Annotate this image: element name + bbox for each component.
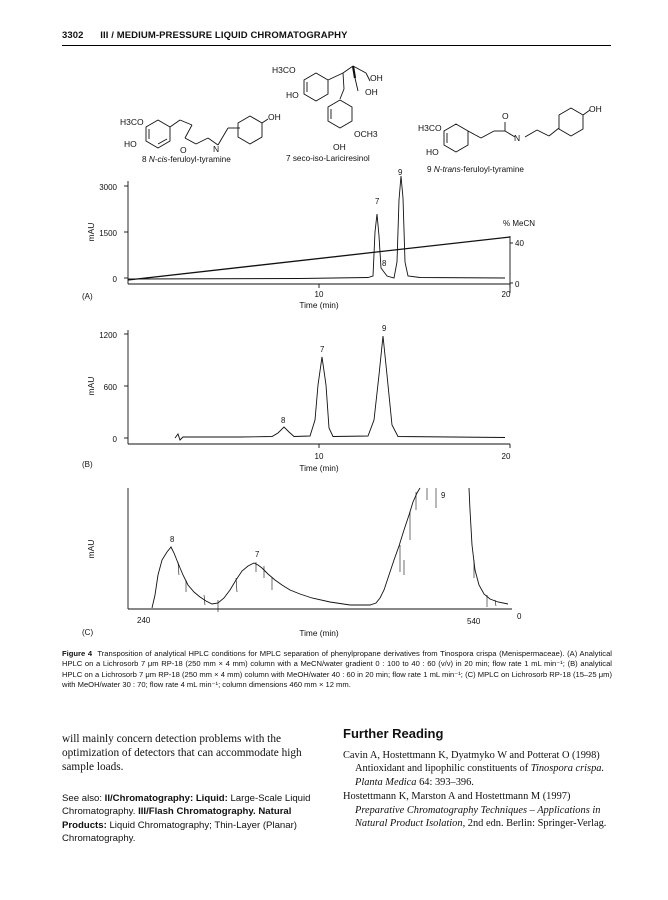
c7-oh1: OH [370, 73, 383, 83]
peak-label-b-7: 7 [320, 345, 325, 354]
running-title: III / MEDIUM-PRESSURE LIQUID CHROMATOGRAPHY [100, 30, 348, 41]
right-axis-title: % MeCN [503, 219, 536, 228]
svg-text:0: 0 [515, 280, 520, 289]
peak-label-b-8: 8 [281, 416, 286, 425]
chromatogram-c [152, 488, 420, 608]
c9-n: N [514, 133, 521, 143]
chart-panel-a [82, 168, 535, 310]
c8-n: N [213, 144, 220, 154]
panel-tag-c: (C) [82, 628, 94, 637]
c7-ho: HO [286, 90, 299, 100]
chart-panel-b [82, 324, 511, 473]
svg-text:600: 600 [103, 383, 117, 392]
peak-label-a-8: 8 [382, 259, 387, 268]
noise-spikes-c [178, 488, 496, 612]
c7-label: 7 seco-iso-Lariciresinol [286, 154, 370, 163]
axis-label-c-y: mAU [86, 539, 96, 559]
peak-label-c-8: 8 [170, 535, 175, 544]
svg-text:20: 20 [501, 290, 511, 299]
c9-h3co: H3CO [418, 123, 442, 133]
peak-label-a-9: 9 [398, 168, 403, 177]
c7-oh2: OH [365, 87, 378, 97]
c8-ho: HO [124, 139, 137, 149]
structure-9 [418, 104, 602, 174]
c7-och3: OCH3 [354, 129, 378, 139]
c8-label: 8 N-cis-feruloyl-tyramine [142, 155, 231, 164]
svg-text:10: 10 [314, 290, 324, 299]
svg-text:0: 0 [517, 612, 522, 621]
c8-h3co: H3CO [120, 117, 144, 127]
peak-label-b-9: 9 [382, 324, 387, 333]
axis-label-a-x: Time (min) [299, 300, 339, 310]
panel-tag-a: (A) [82, 292, 93, 301]
c7-h3co: H3CO [272, 65, 296, 75]
svg-text:240: 240 [137, 616, 151, 625]
axis-label-b-y: mAU [86, 376, 96, 396]
peak-label-c-7: 7 [255, 550, 260, 559]
svg-text:3000: 3000 [99, 183, 117, 192]
axis-label-b-x: Time (min) [299, 463, 339, 473]
see-also: See also: II/Chromatography: Liquid: Large-Scale Liquid Chromatography. III/Flash Chromatography. Natural Products: Liquid Chromatography; Thin-Layer (Planar) Chromatography. [62, 793, 311, 845]
gradient-line [128, 237, 510, 280]
reference-1: Cavin A, Hostettmann K, Dyatmyko W and Potterat O (1998) Antioxidant and lipophilic constituents of Tinospora crispa. Planta Medica 64: 393–396. [343, 750, 605, 788]
svg-text:540: 540 [467, 617, 481, 626]
structure-8 [120, 112, 281, 164]
chromatogram-b [175, 336, 505, 440]
svg-text:0: 0 [112, 435, 117, 444]
reference-2: Hostettmann K, Marston A and Hostettmann M (1997) Preparative Chromatography Techniques – Applications in Natural Product Isolation, 2nd edn. Berlin: Springer-Verlag. [343, 791, 607, 830]
svg-text:0: 0 [112, 275, 117, 284]
panel-tag-b: (B) [82, 460, 93, 469]
svg-text:1500: 1500 [99, 229, 117, 238]
caption-text: Transposition of analytical HPLC conditions for MPLC separation of phenylpropane derivatives from Tinospora crispa (Menispermaceae). (A) Analytical HPLC on a Lichrosorb 7 μm RP-18 (250 mm × 4 mm) column with a MeCN/water gradient 0 : 100 to 40 : 60 (v/v) in 20 min; flow rate 1 mL min⁻¹; (B) analytical HPLC on a Lichrosorb 7 μm RP-18 (250 mm × 4 mm) column with MeOH/water 40 : 60 in 20 min; flow rate 1 mL min⁻¹; (C) MPLC on Lichrosorb RP-18 (15–25 μm) with MeOH/water 30 : 70; flow rate 4 mL min⁻¹; column dimensions 460 mm × 12 mm. [62, 649, 612, 690]
left-column [62, 732, 330, 846]
further-reading-title: Further Reading [343, 726, 444, 741]
right-column [343, 726, 613, 831]
c7-oh3: OH [333, 142, 346, 152]
page-number: 3302 [62, 30, 84, 41]
chromatogram-c-tail [469, 488, 508, 604]
axis-label-a-y: mAU [86, 222, 96, 242]
svg-text:40: 40 [515, 239, 524, 248]
c9-ho: HO [426, 147, 439, 157]
peak-label-a-7: 7 [375, 197, 380, 206]
svg-text:20: 20 [501, 452, 511, 461]
see-also-link-2[interactable]: III/Flash Chromatography. Natural Products: [62, 806, 292, 831]
c9-oh: OH [589, 104, 602, 114]
c8-o: O [180, 145, 187, 155]
caption-label: Figure 4 [62, 649, 93, 658]
structure-7 [272, 65, 383, 163]
see-also-link-1[interactable]: II/Chromatography: Liquid: [104, 793, 228, 804]
c8-oh: OH [268, 112, 281, 122]
c9-label: 9 N-trans-feruloyl-tyramine [427, 165, 524, 174]
axis-label-c-x: Time (min) [299, 628, 339, 638]
body-paragraph: will mainly concern detection problems with the optimization of detectors that can accommodate high sample loads. [62, 733, 302, 773]
peak-label-c-9: 9 [441, 491, 446, 500]
svg-text:10: 10 [314, 452, 324, 461]
svg-text:1200: 1200 [99, 331, 117, 340]
c9-o: O [502, 111, 509, 121]
chart-panel-c [82, 488, 522, 638]
figure-caption [62, 649, 612, 691]
chromatogram-a [128, 176, 505, 279]
